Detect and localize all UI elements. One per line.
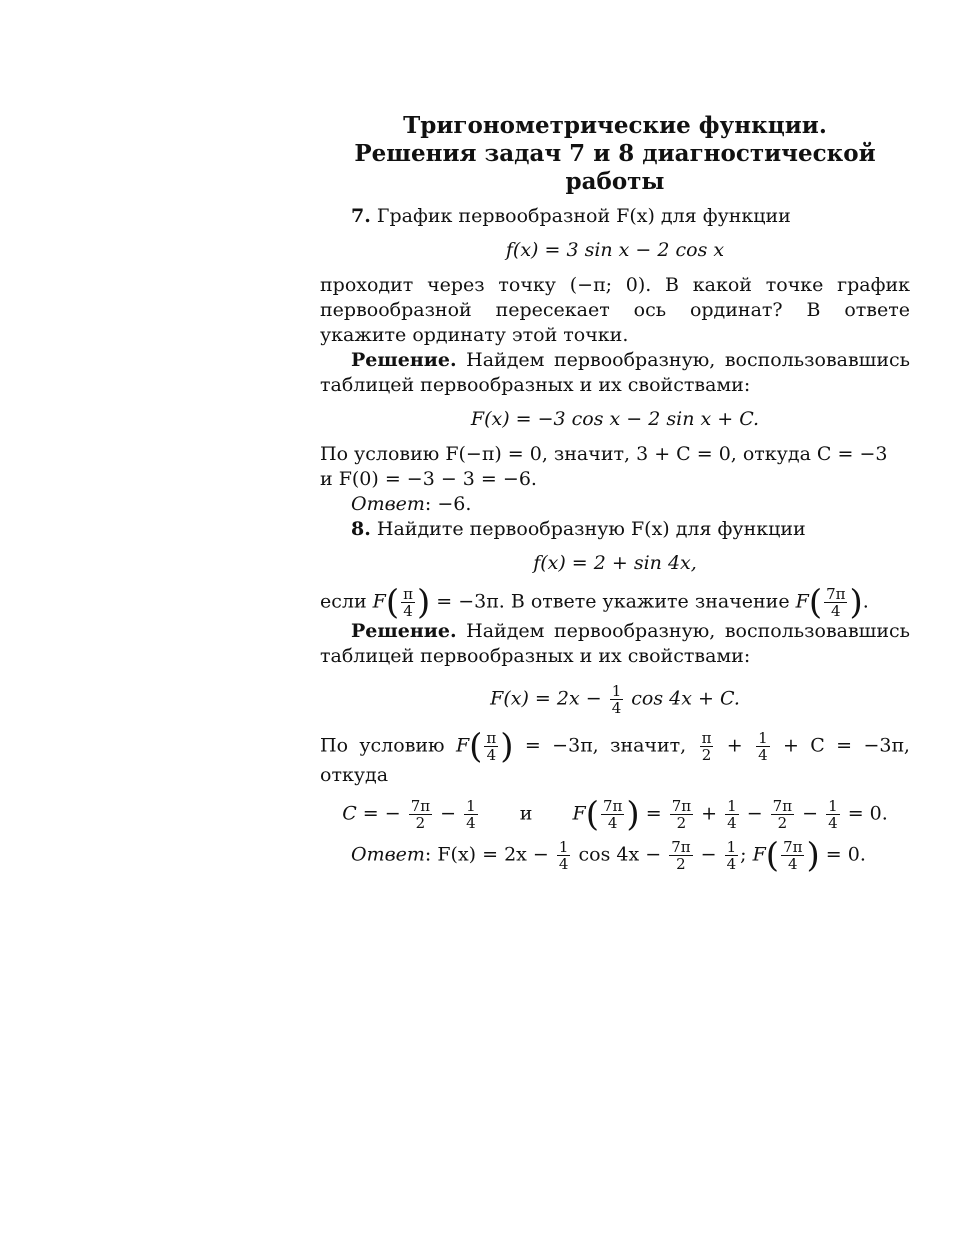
denominator: 4 (486, 746, 497, 764)
denominator: 4 (727, 814, 737, 832)
problem-8-condition-line (320, 726, 910, 788)
problem-8-antiderivative (320, 683, 910, 716)
denominator: 2 (676, 814, 687, 832)
solution-label: Решение. (351, 620, 457, 642)
fraction-1-4 (610, 683, 624, 716)
problem-7-text: проходит через точку (−π; 0). В какой точке график первообразной пересекает ось ординат? В ответе укажите ординату этой точки. (320, 274, 910, 346)
fraction-pi-4 (484, 730, 498, 763)
answer-mid: cos 4x − (578, 843, 662, 866)
fraction-7pi-2 (771, 798, 794, 831)
minus-sign: − (700, 843, 717, 866)
problem-8-answer (320, 835, 910, 876)
problem-7-condition: По условию F(−π) = 0, значит, 3 + C = 0, откуда C = −3 (320, 443, 888, 465)
fraction-7pi-2 (670, 798, 693, 831)
minus-sign: − (746, 802, 763, 825)
numerator: 7π (603, 797, 623, 815)
cond-line-prefix: По условию (320, 734, 445, 757)
problem-8-solution (320, 619, 910, 669)
paren-left: ( (385, 582, 400, 623)
answer-label: Ответ (351, 843, 425, 866)
answer-value: : −6. (424, 493, 472, 515)
fraction-7pi-2 (669, 839, 692, 872)
denominator: 4 (831, 602, 841, 620)
denominator: 4 (828, 814, 838, 832)
solution-label: Решение. (351, 349, 457, 371)
paren-right: ) (416, 582, 431, 623)
cond-line-mid: = −3π, значит, (524, 734, 687, 757)
numerator: 1 (558, 838, 569, 856)
numerator: π (701, 729, 712, 747)
paren-right: ) (500, 726, 514, 767)
fraction-1-4 (756, 730, 770, 763)
problem-8-intro-text: Найдите первообразную F(x) для функции (376, 518, 806, 540)
paren-left: ( (469, 726, 483, 767)
plus-sign: + (701, 802, 718, 825)
fraction-1-4 (557, 839, 571, 872)
numerator: 7π (826, 585, 846, 603)
content-column (320, 112, 910, 876)
cond-line-end: + C = −3π, откуда (320, 734, 910, 786)
fraction-1-4 (725, 839, 739, 872)
cond-prefix: если (320, 590, 367, 613)
answer-label: Ответ (351, 493, 425, 515)
plus-sign: + (726, 734, 743, 757)
fraction-1-4 (826, 798, 840, 831)
numerator: 7π (671, 797, 692, 815)
minus-sign: − (802, 802, 819, 825)
equals-sign: = (645, 802, 662, 825)
problem-7-intro-text: График первообразной F(x) для функции (376, 205, 791, 227)
fraction-1-4 (725, 798, 739, 831)
semicolon: ; (740, 843, 747, 866)
paren-left: ( (585, 794, 599, 835)
problem-7-answer (320, 492, 910, 517)
solution-text: Найдем первообразную, воспользовавшись таблицей первообразных и их свойствами: (320, 349, 910, 396)
denominator: 4 (607, 814, 618, 832)
denominator: 4 (558, 855, 569, 873)
fraction-pi-2 (700, 730, 714, 763)
numerator: 7π (671, 838, 691, 856)
denominator: 2 (701, 746, 712, 764)
and-word: и (519, 802, 533, 825)
fraction-pi-4 (401, 586, 415, 619)
answer-prefix: : F(x) = 2x − (424, 843, 549, 866)
paren-left: ( (808, 582, 823, 623)
fraction-7pi-4 (824, 586, 847, 619)
title-line-2: Решения задач 7 и 8 диагностической работы (354, 140, 876, 195)
denominator: 4 (403, 602, 413, 620)
title-line-1: Тригонометрические функции. (403, 112, 827, 139)
denominator: 4 (611, 699, 622, 717)
problem-8-equation: f(x) = 2 + sin 4x, (533, 552, 697, 574)
numerator: 1 (727, 797, 737, 815)
solution-text: Найдем первообразную, воспользовавшись таблицей первообразных и их свойствами: (320, 620, 910, 667)
paren-left: ( (765, 835, 780, 876)
numerator: 7π (772, 797, 793, 815)
problem-8-c-value (320, 794, 910, 835)
problem-8-intro (320, 517, 910, 542)
denominator: 2 (415, 814, 426, 832)
numerator: 7π (410, 797, 431, 815)
paren-right: ) (806, 835, 820, 876)
problem-7-number: 7. (351, 205, 371, 227)
antider-left: F(x) = 2x − (490, 687, 602, 710)
numerator: π (486, 729, 497, 747)
F-symbol: F (752, 843, 766, 866)
denominator: 4 (758, 746, 768, 764)
problem-7-equation: f(x) = 3 sin x − 2 cos x (505, 239, 725, 261)
answer-end: = 0. (825, 843, 866, 866)
problem-7-antiderivative: F(x) = −3 cos x − 2 sin x + C. (470, 408, 760, 430)
cond-mid: = −3π. В ответе укажите значение (436, 590, 790, 613)
antider-right: cos 4x + C. (631, 687, 740, 710)
denominator: 4 (466, 814, 476, 832)
problem-8-number: 8. (351, 518, 371, 540)
denominator: 4 (787, 855, 798, 873)
paren-right: ) (849, 582, 863, 623)
paren-right: ) (626, 794, 640, 835)
c-eq: C = − (342, 802, 401, 825)
eq-zero: = 0. (847, 802, 888, 825)
fraction-7pi-4 (601, 798, 624, 831)
page-title (320, 112, 910, 196)
numerator: 1 (828, 797, 838, 815)
numerator: π (403, 585, 413, 603)
numerator: 1 (726, 838, 737, 856)
F-symbol: F (372, 590, 386, 613)
fraction-7pi-2 (409, 798, 432, 831)
F-symbol: F (795, 590, 809, 613)
minus-sign: − (440, 802, 457, 825)
F-symbol: F (572, 802, 586, 825)
problem-7-intro (320, 204, 910, 229)
denominator: 2 (777, 814, 788, 832)
denominator: 2 (676, 855, 686, 873)
numerator: 1 (466, 797, 476, 815)
problem-8-condition: если F( $\frac{\pi}{4}$ ) = −3π. В ответе укажите значение F( $\frac{7\pi}{4}$ ). (320, 582, 869, 623)
problem-7-condition-2: и F(0) = −3 − 3 = −6. (320, 468, 537, 490)
fraction-7pi-4 (781, 839, 804, 872)
F-symbol: F (455, 734, 470, 757)
problem-7-solution (320, 348, 910, 398)
denominator: 4 (726, 855, 737, 873)
numerator: 1 (611, 682, 622, 700)
fraction-1-4 (464, 798, 478, 831)
numerator: 1 (758, 729, 768, 747)
numerator: 7π (783, 838, 803, 856)
